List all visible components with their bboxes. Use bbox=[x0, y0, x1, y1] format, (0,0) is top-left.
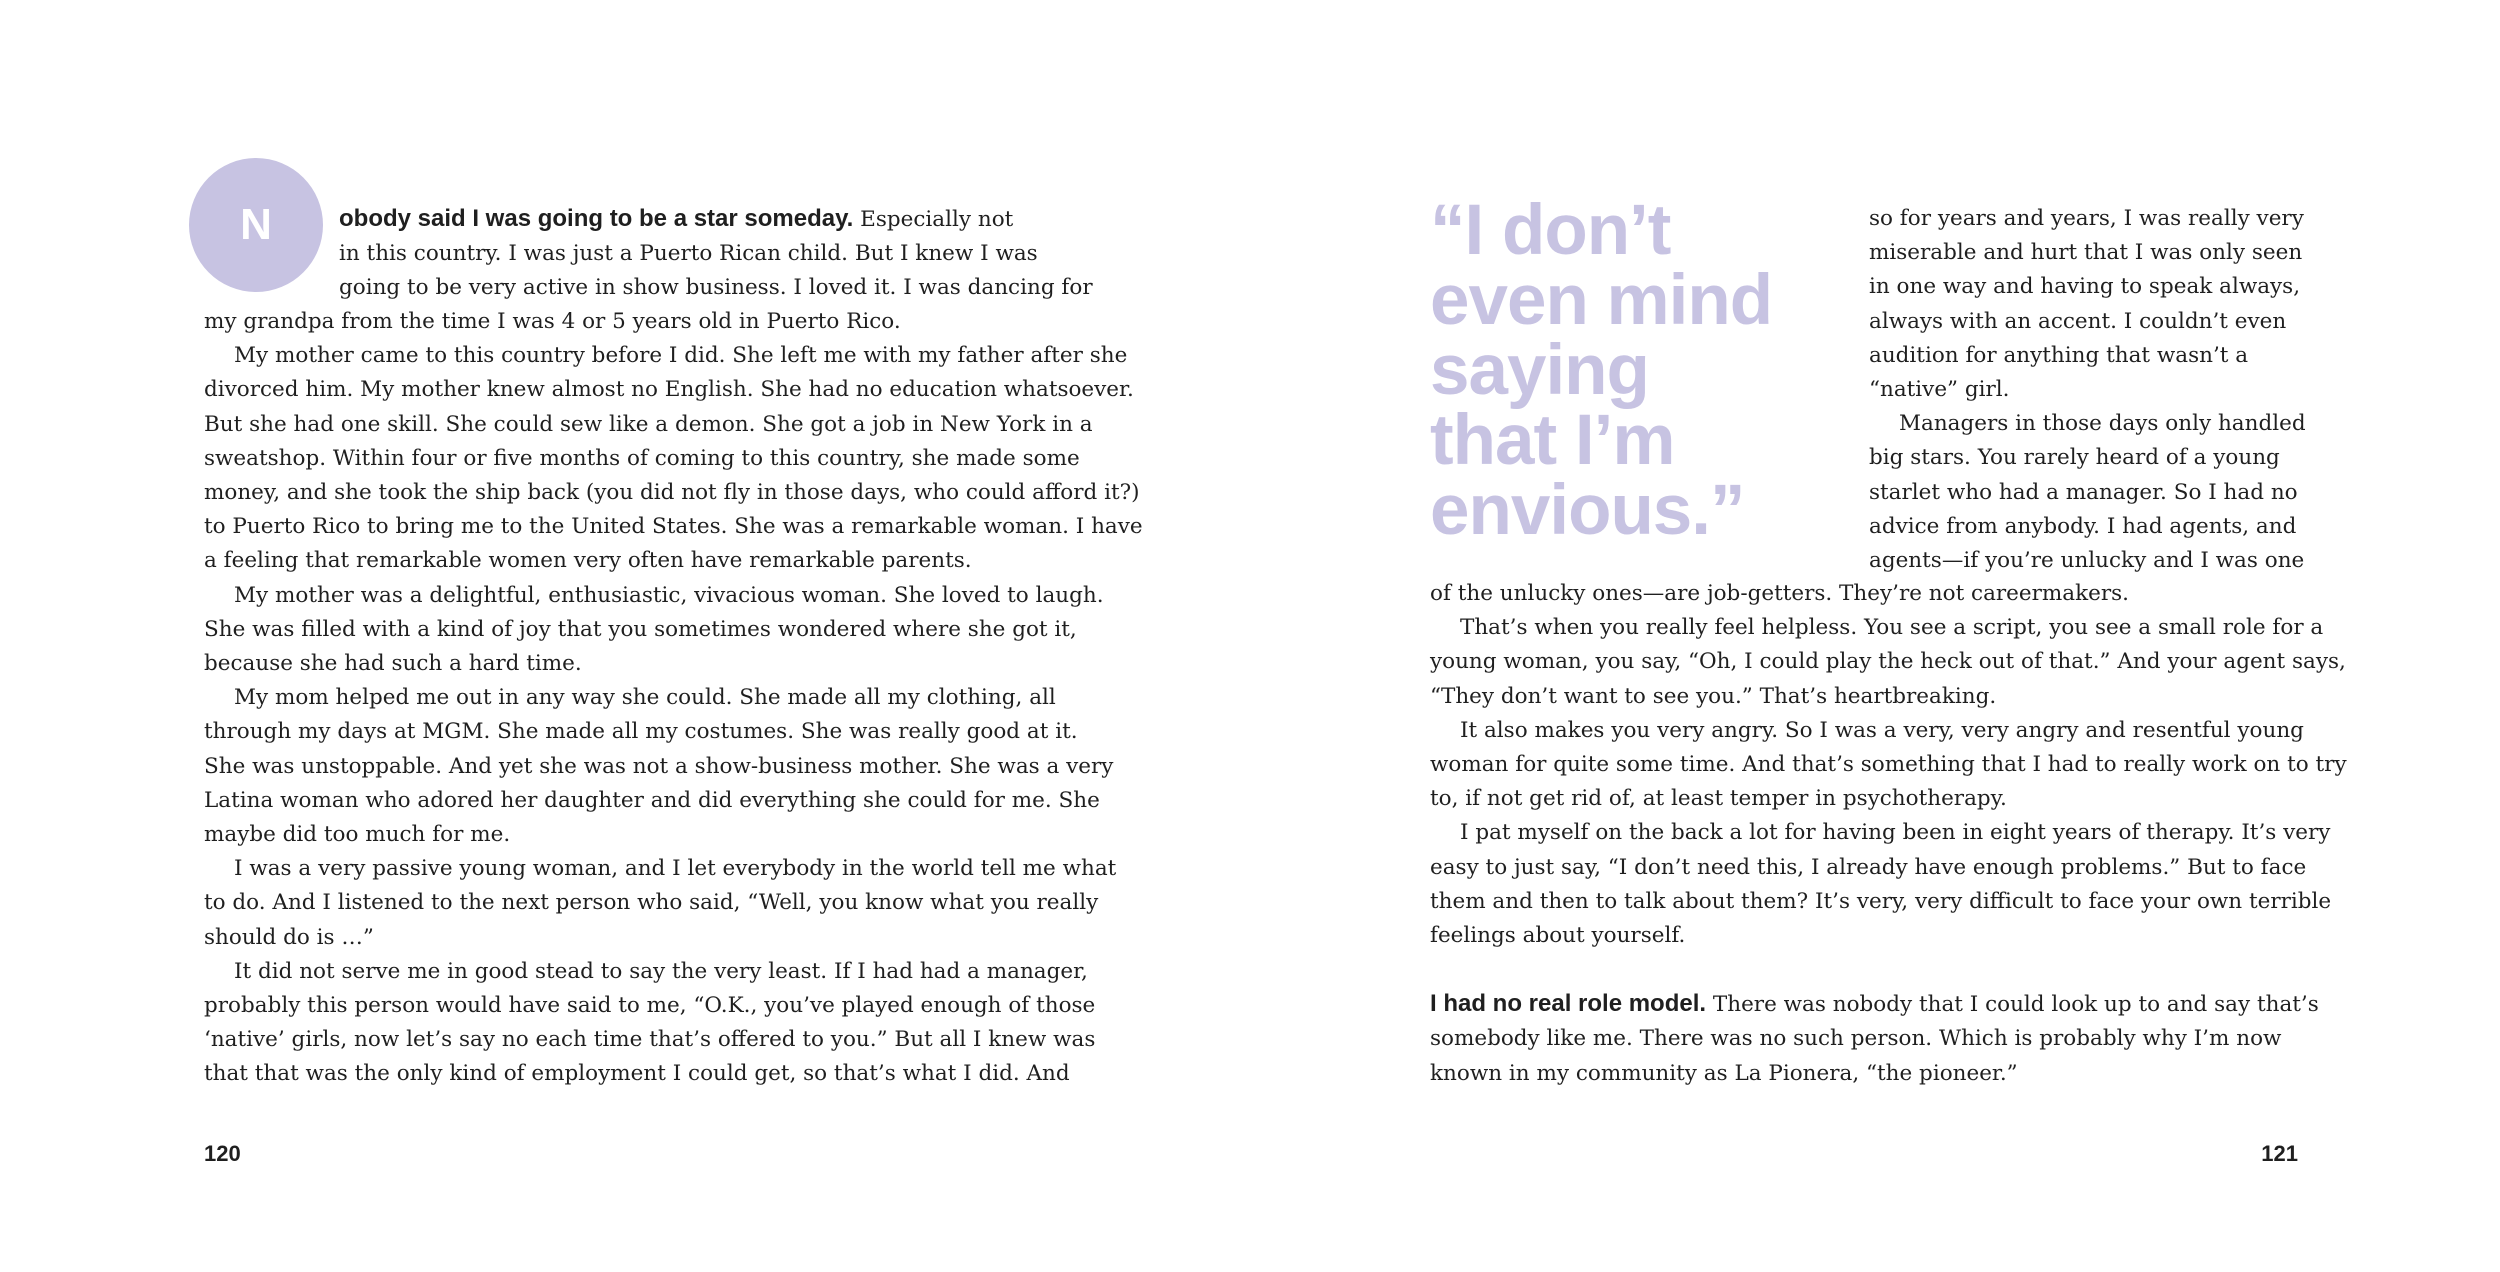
body-line: audition for anything that wasn’t a bbox=[1869, 342, 2249, 368]
body-line: so for years and years, I was really very bbox=[1869, 206, 2304, 231]
pull-quote-line: even mind bbox=[1430, 261, 1773, 340]
body-line: a feeling that remarkable women very often have remarkable parents. bbox=[204, 548, 972, 574]
body-line: I was a very passive young woman, and I let everybody in the world tell me what bbox=[234, 856, 1117, 882]
pull-quote-line: envious.” bbox=[1430, 471, 1745, 550]
body-line: It did not serve me in good stead to say the very least. If I had had a manager, bbox=[234, 958, 1088, 984]
section2-first-line bbox=[1430, 987, 2330, 1022]
body-line: She was unstoppable. And yet she was not a show-business mother. She was a very bbox=[204, 753, 1114, 779]
lead-line-2: in this country. I was just a Puerto Rican child. But I knew I was bbox=[339, 241, 1038, 267]
body-line: of the unlucky ones—are job-getters. They’re not careermakers. bbox=[1430, 581, 2130, 606]
body-line: always with an accent. I couldn’t even bbox=[1869, 308, 2287, 334]
body-line: ‘native’ girls, now let’s say no each time that’s offered to you.” But all I knew was bbox=[204, 1027, 1096, 1053]
section-gap bbox=[1430, 953, 2330, 987]
body-line: miserable and hurt that I was only seen bbox=[1869, 240, 2303, 266]
body-line: It also makes you very angry. So I was a very, very angry and resentful young bbox=[1460, 717, 2304, 743]
body-line: woman for quite some time. And that’s something that I had to really work on to try bbox=[1430, 752, 2347, 778]
body-line: “They don’t want to see you.” That’s heartbreaking. bbox=[1430, 683, 1997, 709]
lead-paragraph bbox=[339, 202, 1093, 306]
body-line: I pat myself on the back a lot for having been in eight years of therapy. It’s very bbox=[1460, 820, 2331, 846]
right-narrow-column bbox=[1869, 202, 2329, 578]
body-line: through my days at MGM. She made all my costumes. She was really good at it. bbox=[204, 719, 1078, 745]
body-line: to do. And I listened to the next person who said, “Well, you know what you really bbox=[204, 890, 1099, 916]
body-line: should do is …” bbox=[204, 924, 374, 950]
lead-line-text: Especially not bbox=[853, 207, 1014, 232]
lead-line-3: going to be very active in show business. I loved it. I was dancing for bbox=[339, 275, 1093, 301]
body-line: to Puerto Rico to bring me to the United States. She was a remarkable woman. I have bbox=[204, 514, 1143, 540]
body-line: She was filled with a kind of joy that you sometimes wondered where she got it, bbox=[204, 616, 1077, 642]
body-line: “native” girl. bbox=[1869, 377, 2010, 403]
body-line: But she had one skill. She could sew like a demon. She got a job in New York in a bbox=[204, 411, 1093, 437]
body-line: Managers in those days only handled bbox=[1899, 411, 2306, 437]
body-line: That’s when you really feel helpless. You see a script, you see a small role for a bbox=[1460, 615, 2324, 641]
body-line: in one way and having to speak always, bbox=[1869, 274, 2301, 300]
right-page bbox=[1250, 0, 2500, 1272]
section2-bold-lead: I had no real role model. bbox=[1430, 990, 1707, 1018]
dropcap-circle bbox=[189, 158, 323, 292]
lead-bold-sentence: obody said I was going to be a star someday. bbox=[339, 205, 854, 232]
body-line: My mother was a delightful, enthusiastic, vivacious woman. She loved to laugh. bbox=[234, 582, 1104, 608]
pull-quote bbox=[1430, 191, 1890, 550]
page-number-right: 121 bbox=[2261, 1141, 2298, 1166]
body-line: big stars. You rarely heard of a young bbox=[1869, 445, 2280, 471]
body-line: that that was the only kind of employment I could get, so that’s what I did. And bbox=[204, 1061, 1070, 1087]
body-line: agents—if you’re unlucky and I was one bbox=[1869, 548, 2305, 574]
pull-quote-line: that I’m bbox=[1430, 401, 1675, 480]
body-line: maybe did too much for me. bbox=[204, 822, 511, 848]
body-line: feelings about yourself. bbox=[1430, 923, 1686, 949]
body-line: divorced him. My mother knew almost no English. She had no education whatsoever. bbox=[204, 377, 1134, 403]
section2-first-rest: There was nobody that I could look up to and say that’s bbox=[1706, 992, 2319, 1018]
pull-quote-line: saying bbox=[1430, 331, 1649, 410]
body-line: my grandpa from the time I was 4 or 5 years old in Puerto Rico. bbox=[204, 309, 901, 334]
section2-line: somebody like me. There was no such person. Which is probably why I’m now bbox=[1430, 1026, 2282, 1052]
page-number-left: 120 bbox=[204, 1141, 241, 1166]
body-line: easy to just say, “I don’t need this, I already have enough problems.” But to face bbox=[1430, 854, 2307, 880]
body-line: My mom helped me out in any way she could. She made all my clothing, all bbox=[234, 685, 1056, 711]
body-line: starlet who had a manager. So I had no bbox=[1869, 479, 2298, 505]
section2-line: known in my community as La Pionera, “the pioneer.” bbox=[1430, 1060, 2018, 1086]
dropcap-letter: N bbox=[240, 200, 272, 249]
body-line: My mother came to this country before I did. She left me with my father after she bbox=[234, 343, 1128, 369]
body-line: young woman, you say, “Oh, I could play the heck out of that.” And your agent says, bbox=[1430, 649, 2346, 675]
right-wide-column bbox=[1430, 577, 2347, 1091]
body-line: sweatshop. Within four or five months of coming to this country, she made some bbox=[204, 445, 1080, 471]
lead-line-1 bbox=[339, 202, 1079, 237]
body-line: Latina woman who adored her daughter and did everything she could for me. She bbox=[204, 787, 1100, 813]
body-line: to, if not get rid of, at least temper in psychotherapy. bbox=[1430, 786, 2007, 812]
body-line: probably this person would have said to me, “O.K., you’ve played enough of those bbox=[204, 993, 1096, 1019]
pull-quote-line: “I don’t bbox=[1430, 191, 1671, 270]
body-line: advice from anybody. I had agents, and bbox=[1869, 513, 2297, 539]
body-line: money, and she took the ship back (you did not fly in those days, who could afford it?) bbox=[204, 480, 1140, 506]
body-line: them and then to talk about them? It’s very, very difficult to face your own terrible bbox=[1430, 888, 2332, 914]
left-body-text bbox=[204, 305, 1143, 1092]
body-line: because she had such a hard time. bbox=[204, 651, 582, 677]
